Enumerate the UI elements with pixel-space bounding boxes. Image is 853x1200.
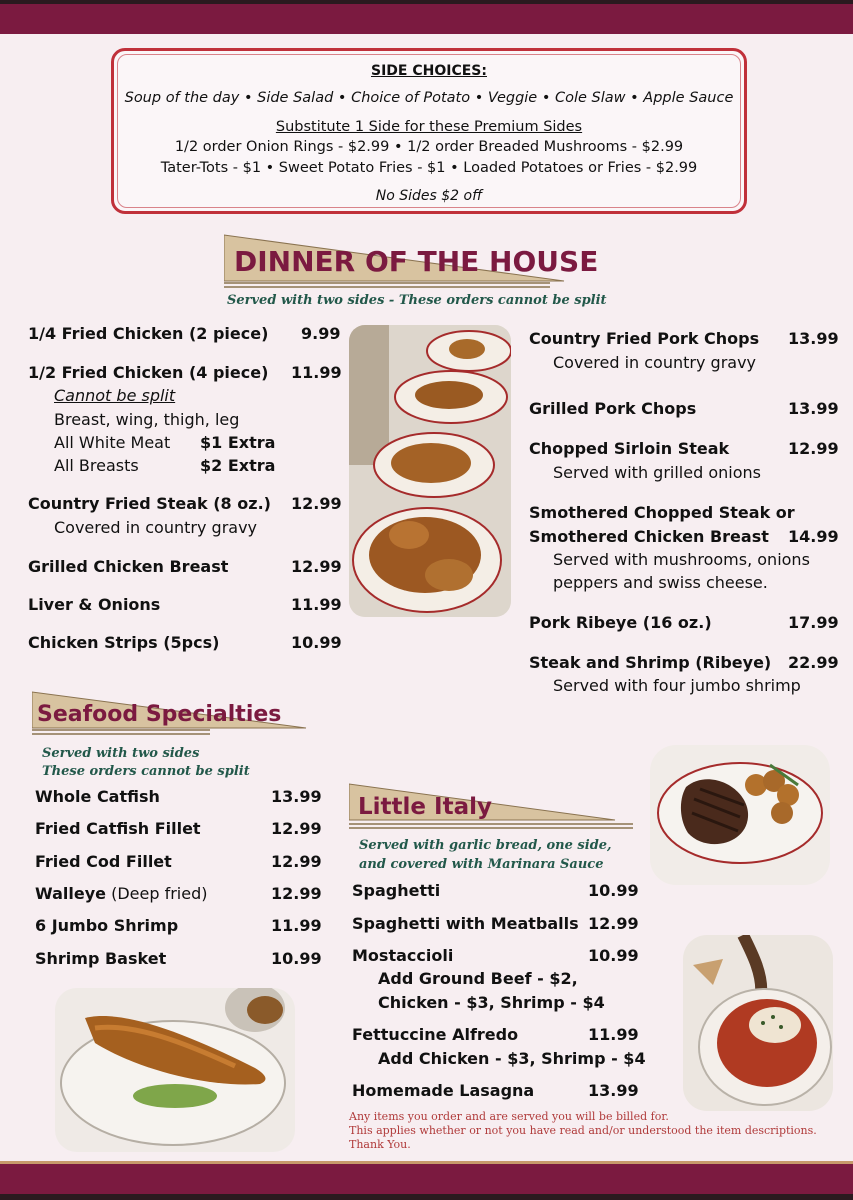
premium-sides-line: Tater-Tots - $1 • Sweet Potato Fries - $1 • Loaded Potatoes or Fries - $2.99 — [160, 160, 698, 176]
fried-fish-illustration — [55, 988, 295, 1152]
steak-shrimp-illustration — [650, 745, 830, 885]
fried-chicken-photo — [349, 325, 511, 617]
menu-item-price: 11.99 — [291, 595, 342, 614]
menu-item-price: 13.99 — [588, 1081, 639, 1100]
menu-item-option-price: $1 Extra — [200, 433, 276, 452]
menu-item-price: 10.99 — [588, 881, 639, 900]
lasagna-illustration — [683, 935, 833, 1111]
side-choices-list: Soup of the day • Side Salad • Choice of Potato • Veggie • Cole Slaw • Apple Sauce — [124, 90, 734, 106]
side-choices-box — [111, 48, 747, 214]
lasagna-photo — [683, 935, 833, 1111]
menu-item-desc: Served with mushrooms, onions — [553, 550, 810, 569]
disclaimer-line: This applies whether or not you have read and/or understood the item descriptions. — [349, 1124, 817, 1137]
menu-item-name: Smothered Chopped Steak or — [529, 503, 795, 522]
menu-item-name: 6 Jumbo Shrimp — [35, 916, 179, 935]
seafood-note: These orders cannot be split — [42, 764, 250, 779]
menu-item-price: 13.99 — [788, 329, 839, 348]
italy-note: Served with garlic bread, one side, — [359, 838, 612, 853]
top-border-bar — [0, 0, 853, 34]
fried-fish-photo — [55, 988, 295, 1152]
menu-item-name: Spaghetti — [352, 881, 441, 900]
menu-item-price: 22.99 — [788, 653, 839, 672]
menu-item-name: Fried Cod Fillet — [35, 852, 172, 871]
menu-item-desc: Served with grilled onions — [553, 463, 761, 482]
menu-item-name: Country Fried Pork Chops — [529, 329, 760, 348]
menu-item-name: 1/4 Fried Chicken (2 piece) — [28, 324, 269, 343]
menu-item-price: 12.99 — [291, 494, 342, 513]
menu-item-price: 13.99 — [271, 787, 322, 806]
menu-item-name: Country Fried Steak (8 oz.) — [28, 494, 271, 513]
menu-item-price: 10.99 — [291, 633, 342, 652]
menu-item-name: Spaghetti with Meatballs — [352, 914, 579, 933]
steak-shrimp-photo — [650, 745, 830, 885]
menu-item-addon: Add Chicken - $3, Shrimp - $4 — [378, 1049, 646, 1068]
menu-item-addon: Add Ground Beef - $2, — [378, 969, 578, 988]
dinner-banner — [224, 233, 599, 291]
premium-sides-line: 1/2 order Onion Rings - $2.99 • 1/2 order Breaded Mushrooms - $2.99 — [174, 139, 684, 155]
menu-item-name: 1/2 Fried Chicken (4 piece) — [28, 363, 269, 382]
seafood-title: Seafood Specialties — [37, 702, 282, 727]
dinner-note: Served with two sides - These orders cannot be split — [227, 293, 607, 308]
seafood-note: Served with two sides — [42, 746, 200, 761]
menu-item-addon: Chicken - $3, Shrimp - $4 — [378, 993, 605, 1012]
menu-item-note: Cannot be split — [54, 386, 176, 405]
menu-item-desc: Breast, wing, thigh, leg — [54, 410, 240, 429]
menu-item-name: Liver & Onions — [28, 595, 161, 614]
menu-item-desc: Covered in country gravy — [54, 518, 258, 537]
menu-item-price: 14.99 — [788, 527, 839, 546]
italy-title: Little Italy — [358, 794, 492, 820]
menu-item-option-price: $2 Extra — [200, 456, 276, 475]
no-sides-note: No Sides $2 off — [375, 188, 483, 204]
billing-disclaimer — [349, 1110, 817, 1152]
menu-item-name: Fried Catfish Fillet — [35, 819, 201, 838]
menu-item-price: 11.99 — [291, 363, 342, 382]
bottom-border-bar — [0, 1164, 853, 1200]
menu-item-price: 11.99 — [271, 916, 322, 935]
menu-item-desc: Covered in country gravy — [553, 353, 757, 372]
menu-item-name: Fettuccine Alfredo — [352, 1025, 519, 1044]
menu-item-name-suffix: (Deep fried) — [105, 884, 208, 903]
menu-item-name: Grilled Chicken Breast — [28, 557, 229, 576]
menu-item-option: All White Meat — [54, 433, 171, 452]
menu-item-price: 17.99 — [788, 613, 839, 632]
menu-item-price: 9.99 — [301, 324, 341, 343]
italy-note: and covered with Marinara Sauce — [359, 857, 604, 872]
menu-item-price: 12.99 — [291, 557, 342, 576]
menu-item-desc: peppers and swiss cheese. — [553, 573, 768, 592]
menu-item-name: Chopped Sirloin Steak — [529, 439, 730, 458]
menu-item-name-bold: Walleye — [35, 884, 106, 903]
menu-item-name: Shrimp Basket — [35, 949, 167, 968]
menu-item-price: 12.99 — [788, 439, 839, 458]
menu-item-price: 10.99 — [588, 946, 639, 965]
menu-item-name: Chicken Strips (5pcs) — [28, 633, 220, 652]
menu-item-price: 12.99 — [588, 914, 639, 933]
menu-item-price: 12.99 — [271, 852, 322, 871]
menu-item-name: Homemade Lasagna — [352, 1081, 535, 1100]
menu-item-name: Grilled Pork Chops — [529, 399, 697, 418]
side-choices-title: SIDE CHOICES: — [371, 63, 487, 79]
menu-item-name: Steak and Shrimp (Ribeye) — [529, 653, 772, 672]
dinner-title: DINNER OF THE HOUSE — [234, 245, 599, 278]
menu-item-name — [35, 884, 207, 903]
italy-banner — [349, 782, 635, 834]
menu-item-price: 13.99 — [788, 399, 839, 418]
menu-item-price: 10.99 — [271, 949, 322, 968]
menu-item-name-line2: Smothered Chicken Breast — [529, 527, 769, 546]
disclaimer-line: Thank You. — [349, 1138, 411, 1151]
premium-sides-title: Substitute 1 Side for these Premium Sides — [275, 119, 583, 135]
seafood-banner — [32, 690, 310, 742]
menu-item-option: All Breasts — [54, 456, 139, 475]
menu-item-name: Mostaccioli — [352, 946, 454, 965]
menu-item-price: 11.99 — [588, 1025, 639, 1044]
disclaimer-line: Any items you order and are served you will be billed for. — [349, 1110, 669, 1123]
menu-item-desc: Served with four jumbo shrimp — [553, 676, 801, 695]
fried-chicken-illustration — [349, 325, 511, 617]
menu-item-price: 12.99 — [271, 819, 322, 838]
menu-item-name: Pork Ribeye (16 oz.) — [529, 613, 712, 632]
menu-item-name: Whole Catfish — [35, 787, 160, 806]
menu-item-price: 12.99 — [271, 884, 322, 903]
